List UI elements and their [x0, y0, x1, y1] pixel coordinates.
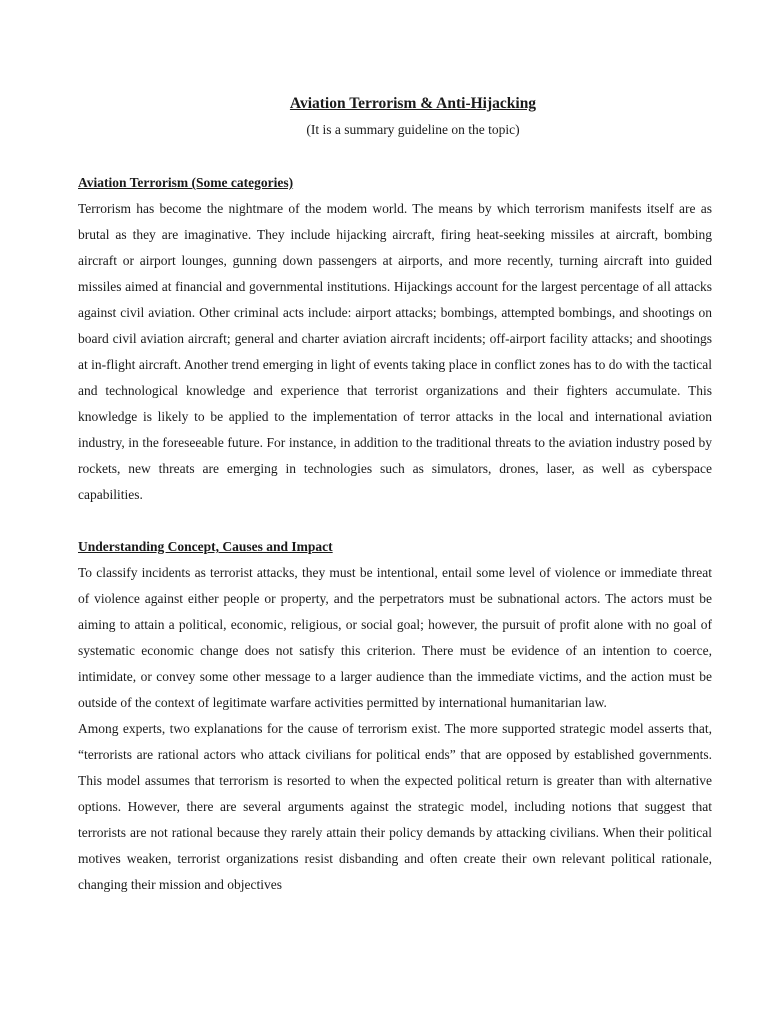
document-title: Aviation Terrorism & Anti-Hijacking — [289, 95, 537, 112]
paragraph: Terrorism has become the nightmare of the modem world. The means by which terrorism manifests itself are as brutal as they are imaginative. They include hijacking aircraft, firing heat-seeking missiles at aircraft, bombing aircraft or airport lounges, gunning down passengers at airports, and more recently, turning aircraft into guided missiles aimed at financial and governmental institutions. Hijackings account for the largest percentage of all attacks against civil aviation. Other criminal acts include: airport attacks; bombings, attempted bombings, and shootings on board civil aviation aircraft; general and charter aviation aircraft incidents; off-airport facility attacks; and shootings at in-flight aircraft. Another trend emerging in light of events taking place in conflict zones has to do with the tactical and technological knowledge and experience that terrorist organizations and their fighters accumulate. This knowledge is likely to be applied to the implementation of terror attacks in the local and international aviation industry, in the foreseeable future. For instance, in addition to the traditional threats to the aviation industry posed by rockets, new threats are emerging in technologies such as simulators, drones, laser, as well as cyberspace capabilities. — [78, 201, 712, 502]
document-subtitle: (It is a summary guideline on the topic) — [306, 122, 520, 137]
section-heading-understanding-concept: Understanding Concept, Causes and Impact — [78, 539, 333, 554]
section-heading-aviation-terrorism: Aviation Terrorism (Some categories) — [78, 175, 294, 190]
document-page — [78, 93, 712, 898]
paragraph: Among experts, two explanations for the cause of terrorism exist. The more supported strategic model asserts that, “terrorists are rational actors who attack civilians for political ends” that are opposed by established governments. This model assumes that terrorism is resorted to when the expected political return is greater than with alternative options. However, there are several arguments against the strategic model, including notions that suggest that terrorists are not rational because they rarely attain their policy demands by attacking civilians. When their political motives weaken, terrorist organizations resist disbanding and often create their own relevant political rationale, changing their mission and objectives — [78, 721, 712, 892]
paragraph: To classify incidents as terrorist attacks, they must be intentional, entail some level of violence or immediate threat of violence against either people or property, and the perpetrators must be subnational actors. The actors must be aiming to attain a political, economic, religious, or social goal; however, the pursuit of profit alone with no goal of systematic economic change does not satisfy this criterion. There must be evidence of an intention to coerce, intimidate, or convey some other message to a larger audience than the immediate victims, and the action must be outside of the context of legitimate warfare activities permitted by international humanitarian law. — [78, 565, 712, 710]
